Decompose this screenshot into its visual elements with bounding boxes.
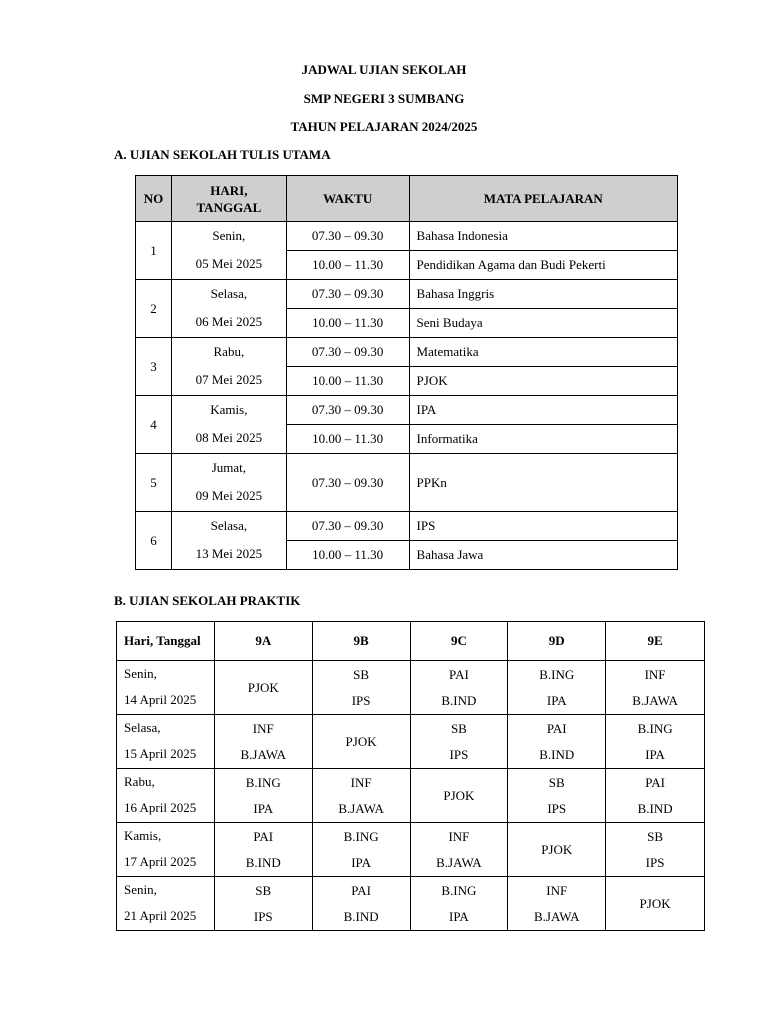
subject-code: IPA (449, 908, 469, 924)
exam-date: 14 April 2025 (124, 692, 197, 707)
table-row (117, 877, 705, 931)
class-schedule-cell (410, 877, 508, 931)
subject-code: INF (644, 666, 666, 682)
day-name: Selasa, (124, 720, 161, 735)
subject-code: IPA (546, 692, 567, 708)
col-header-date: TANGGAL (196, 199, 262, 215)
class-schedule-cell (606, 769, 705, 823)
table-row (117, 823, 705, 877)
subject-code: IPS (449, 746, 469, 762)
day-name: Senin, (124, 666, 157, 681)
class-schedule-cell (410, 769, 508, 823)
subject-code: PAI (645, 774, 665, 790)
day-name: Selasa, (210, 286, 248, 301)
practical-exam-table (116, 621, 705, 931)
subject-code: PAI (351, 882, 371, 898)
subject-cell: IPS (409, 512, 677, 541)
day-date-cell (117, 823, 215, 877)
time-cell: 10.00 – 11.30 (286, 309, 409, 338)
time-cell: 07.30 – 09.30 (286, 512, 409, 541)
subject-code: IPA (253, 800, 274, 816)
subject-code: B.JAWA (632, 692, 678, 708)
subject-code: PJOK (247, 679, 279, 695)
subject-code: PAI (546, 720, 567, 736)
col-header-day-date (171, 176, 286, 222)
time-cell: 07.30 – 09.30 (286, 396, 409, 425)
subject-code: B.ING (343, 828, 379, 844)
subject-code: IPS (645, 854, 665, 870)
subject-code: INF (252, 720, 274, 736)
class-schedule-cell (606, 823, 705, 877)
subject-cell: IPA (409, 396, 677, 425)
doc-title: JADWAL UJIAN SEKOLAH (301, 62, 467, 77)
day-name: Selasa, (210, 518, 248, 533)
subject-code: B.ING (245, 774, 281, 790)
col-header-9c: 9C (410, 622, 508, 661)
subject-cell: Seni Budaya (409, 309, 677, 338)
table-row (117, 661, 705, 715)
row-number: 1 (136, 222, 172, 280)
day-name: Kamis, (124, 828, 162, 843)
subject-cell: PJOK (409, 367, 677, 396)
day-name: Rabu, (124, 774, 155, 789)
exam-date: 09 Mei 2025 (195, 488, 263, 503)
class-schedule-cell (214, 769, 312, 823)
subject-code: IPA (645, 746, 665, 762)
exam-date: 15 April 2025 (124, 746, 197, 761)
class-schedule-cell (508, 769, 606, 823)
class-schedule-cell (214, 661, 312, 715)
subject-code: B.JAWA (240, 746, 287, 762)
day-name: Rabu, (213, 344, 245, 359)
subject-code: B.JAWA (436, 854, 482, 870)
subject-cell: Informatika (409, 425, 677, 454)
table-row (136, 454, 678, 512)
academic-year: TAHUN PELAJARAN 2024/2025 (290, 119, 478, 134)
col-header-time: WAKTU (286, 176, 409, 222)
exam-date: 17 April 2025 (124, 854, 197, 869)
table-row (136, 512, 678, 541)
row-number: 2 (136, 280, 172, 338)
time-cell: 10.00 – 11.30 (286, 541, 409, 570)
subject-code: IPS (351, 692, 371, 708)
subject-code: INF (448, 828, 470, 844)
day-date-cell (171, 512, 286, 570)
col-header-day-date: Hari, Tanggal (117, 622, 215, 661)
subject-code: B.IND (539, 746, 575, 762)
time-cell: 07.30 – 09.30 (286, 454, 409, 512)
col-header-9a: 9A (214, 622, 312, 661)
col-header-subject: MATA PELAJARAN (409, 176, 677, 222)
day-date-cell (117, 769, 215, 823)
subject-code: SB (548, 774, 565, 790)
time-cell: 07.30 – 09.30 (286, 222, 409, 251)
class-schedule-cell (508, 661, 606, 715)
table-row (136, 222, 678, 251)
subject-code: B.IND (343, 908, 379, 924)
col-header-no: NO (136, 176, 172, 222)
class-schedule-cell (214, 823, 312, 877)
table-row (136, 280, 678, 309)
table-row (117, 769, 705, 823)
day-name: Jumat, (211, 460, 247, 475)
row-number: 5 (136, 454, 172, 512)
subject-code: INF (350, 774, 372, 790)
day-name: Senin, (124, 882, 157, 897)
day-date-cell (171, 280, 286, 338)
subject-cell: Pendidikan Agama dan Budi Pekerti (409, 251, 677, 280)
class-schedule-cell (214, 877, 312, 931)
col-header-9e: 9E (606, 622, 705, 661)
day-date-cell (117, 877, 215, 931)
subject-cell: Bahasa Indonesia (409, 222, 677, 251)
subject-code: B.JAWA (533, 908, 580, 924)
col-header-9d: 9D (508, 622, 606, 661)
class-schedule-cell (312, 877, 410, 931)
subject-cell: Bahasa Jawa (409, 541, 677, 570)
subject-code: SB (255, 882, 272, 898)
subject-code: B.IND (245, 854, 281, 870)
day-date-cell (171, 222, 286, 280)
exam-date: 13 Mei 2025 (195, 546, 263, 561)
exam-date: 16 April 2025 (124, 800, 197, 815)
exam-date: 21 April 2025 (124, 908, 197, 923)
exam-date: 08 Mei 2025 (195, 430, 263, 445)
written-exam-table (135, 175, 678, 570)
section-a-heading: A. UJIAN SEKOLAH TULIS UTAMA (114, 147, 331, 162)
subject-cell: Bahasa Inggris (409, 280, 677, 309)
subject-code: IPS (547, 800, 567, 816)
day-date-cell (171, 338, 286, 396)
subject-code: IPS (253, 908, 273, 924)
subject-code: SB (450, 720, 467, 736)
class-schedule-cell (312, 769, 410, 823)
class-schedule-cell (508, 823, 606, 877)
subject-code: INF (546, 882, 568, 898)
day-date-cell (171, 396, 286, 454)
section-b-heading: B. UJIAN SEKOLAH PRAKTIK (114, 593, 301, 608)
class-schedule-cell (214, 715, 312, 769)
exam-date: 06 Mei 2025 (195, 314, 263, 329)
class-schedule-cell (606, 661, 705, 715)
subject-code: B.IND (637, 800, 673, 816)
subject-code: PJOK (541, 841, 573, 857)
time-cell: 10.00 – 11.30 (286, 367, 409, 396)
day-name: Senin, (212, 228, 246, 243)
subject-cell: PPKn (409, 454, 677, 512)
day-name: Kamis, (210, 402, 248, 417)
subject-code: PAI (253, 828, 274, 844)
row-number: 4 (136, 396, 172, 454)
class-schedule-cell (410, 715, 508, 769)
day-date-cell (117, 661, 215, 715)
class-schedule-cell (312, 823, 410, 877)
subject-code: PJOK (443, 787, 475, 803)
row-number: 3 (136, 338, 172, 396)
subject-code: PJOK (345, 733, 377, 749)
table-row (136, 396, 678, 425)
time-cell: 10.00 – 11.30 (286, 251, 409, 280)
table-row (136, 338, 678, 367)
day-date-cell (171, 454, 286, 512)
subject-code: PAI (449, 666, 469, 682)
subject-code: PJOK (639, 895, 671, 911)
exam-date: 07 Mei 2025 (195, 372, 263, 387)
class-schedule-cell (312, 661, 410, 715)
table-header-row (117, 622, 705, 661)
class-schedule-cell (410, 823, 508, 877)
col-header-9b: 9B (312, 622, 410, 661)
class-schedule-cell (508, 877, 606, 931)
subject-code: B.ING (637, 720, 673, 736)
day-date-cell (117, 715, 215, 769)
subject-code: SB (353, 666, 370, 682)
class-schedule-cell (606, 715, 705, 769)
time-cell: 10.00 – 11.30 (286, 425, 409, 454)
class-schedule-cell (606, 877, 705, 931)
time-cell: 07.30 – 09.30 (286, 338, 409, 367)
class-schedule-cell (508, 715, 606, 769)
table-row (117, 715, 705, 769)
class-schedule-cell (410, 661, 508, 715)
school-name: SMP NEGERI 3 SUMBANG (303, 91, 465, 106)
row-number: 6 (136, 512, 172, 570)
subject-code: B.IND (441, 692, 477, 708)
subject-code: B.ING (441, 882, 477, 898)
time-cell: 07.30 – 09.30 (286, 280, 409, 309)
subject-code: IPA (351, 854, 371, 870)
exam-date: 05 Mei 2025 (195, 256, 263, 271)
subject-code: SB (647, 828, 664, 844)
subject-code: B.ING (539, 666, 575, 682)
subject-cell: Matematika (409, 338, 677, 367)
col-header-day: HARI, (210, 182, 248, 198)
class-schedule-cell (312, 715, 410, 769)
subject-code: B.JAWA (338, 800, 384, 816)
table-header-row (136, 176, 678, 222)
